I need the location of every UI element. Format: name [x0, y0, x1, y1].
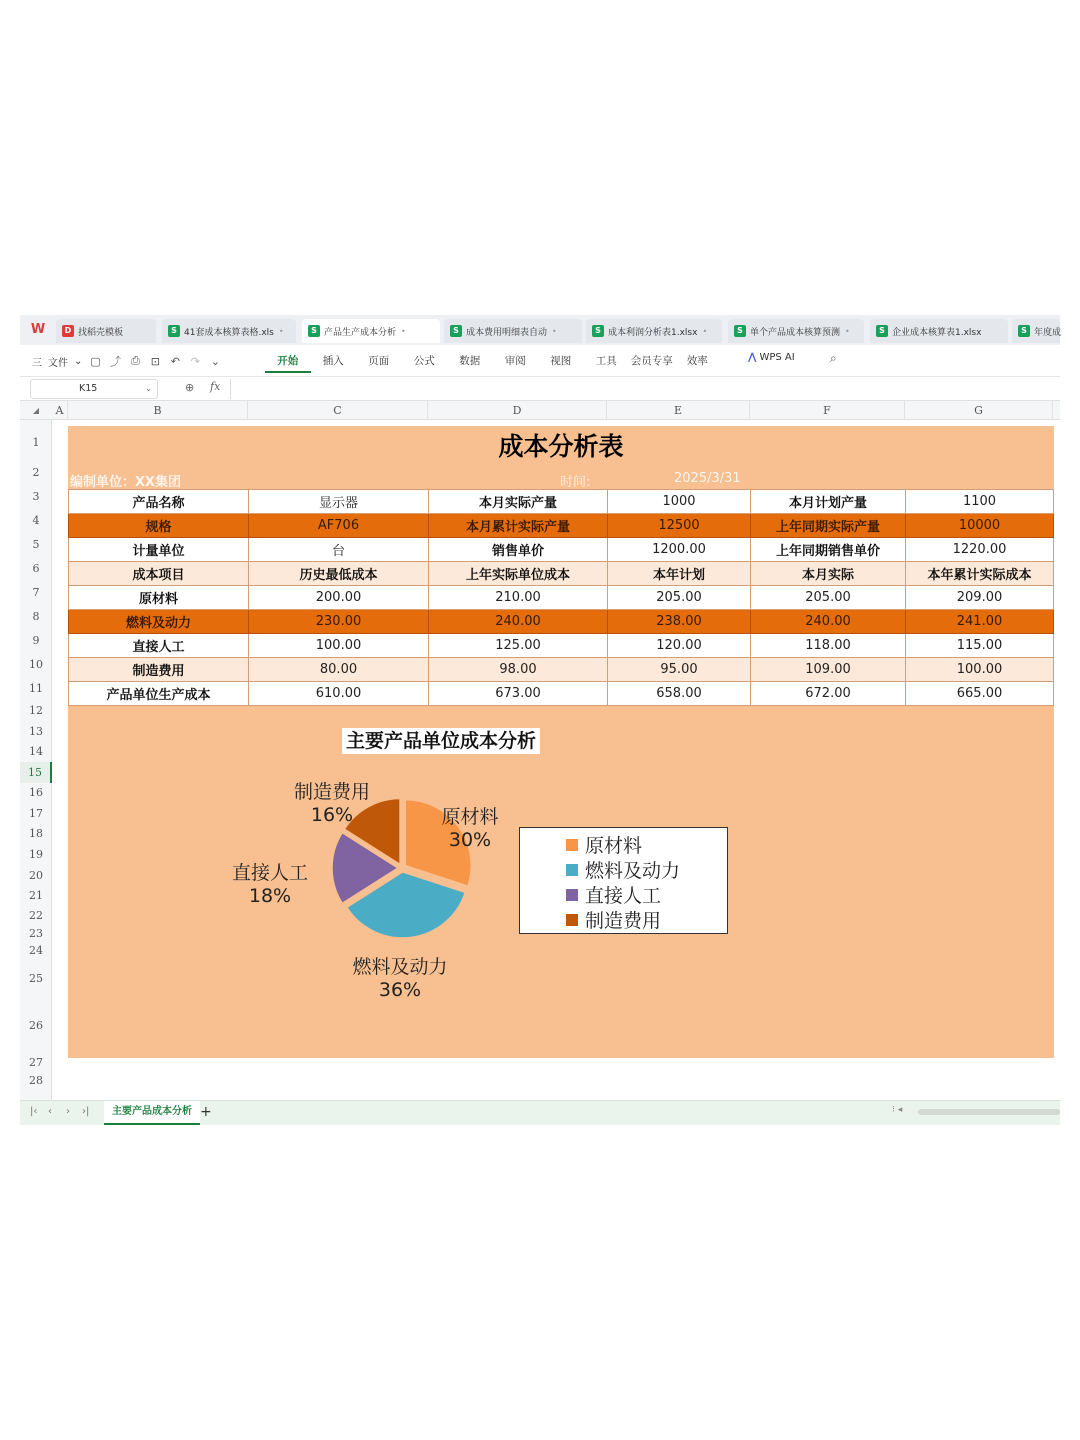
row-header-14[interactable]: 14 — [29, 745, 43, 758]
fx-icon[interactable]: fx — [210, 380, 221, 393]
sheet-file-icon: S — [734, 325, 746, 337]
doc-tab-label: 企业成本核算表1.xlsx — [892, 327, 982, 338]
row-header-2[interactable]: 2 — [32, 466, 40, 479]
table-cell[interactable]: 规格 — [69, 514, 249, 538]
cost-table — [68, 489, 1054, 706]
row-header-24[interactable]: 24 — [29, 944, 43, 957]
doc-tab-label: 年度成 — [1034, 327, 1062, 338]
last-sheet-icon[interactable]: ›| — [82, 1106, 90, 1117]
table-cell[interactable]: 上年同期实际产量 — [751, 514, 906, 538]
table-cell[interactable]: 历史最低成本 — [249, 562, 429, 586]
table-cell[interactable]: 本月计划产量 — [751, 490, 906, 514]
table-row — [69, 490, 1054, 514]
table-cell[interactable]: 658.00 — [608, 682, 751, 706]
table-cell[interactable]: 产品名称 — [69, 490, 249, 514]
legend-swatch — [566, 889, 578, 901]
ribbon-tab-data[interactable]: 数据 — [459, 355, 481, 367]
table-cell[interactable]: 台 — [249, 538, 429, 562]
formula-bar — [20, 377, 1060, 401]
export-icon[interactable]: ⤴ — [109, 355, 121, 368]
tab-close-icon[interactable]: • — [552, 326, 557, 336]
zoom-icon[interactable]: ⊕ — [185, 381, 195, 394]
table-cell[interactable]: 上年同期销售单价 — [751, 538, 906, 562]
sheet-file-icon: S — [168, 325, 180, 337]
doc-tab-label: 41套成本核算表格.xls — [184, 327, 274, 338]
row-header-27[interactable]: 27 — [29, 1056, 43, 1069]
pie-label-percent: 30% — [448, 829, 492, 851]
table-cell[interactable]: 本月实际产量 — [429, 490, 608, 514]
table-cell[interactable]: 118.00 — [751, 634, 906, 658]
sheet-tab-bar — [20, 1100, 1060, 1125]
pie-label-percent: 36% — [378, 979, 422, 1001]
legend-item[interactable] — [566, 832, 727, 857]
table-cell[interactable]: 100.00 — [906, 658, 1054, 682]
more-chevron-icon[interactable]: ⌄ — [210, 354, 220, 368]
ribbon-tab-member[interactable]: 会员专享 — [630, 355, 673, 367]
doc-tab-1[interactable] — [162, 319, 296, 343]
table-cell[interactable]: 120.00 — [608, 634, 751, 658]
table-cell[interactable]: 610.00 — [249, 682, 429, 706]
docer-icon: D — [62, 325, 74, 337]
table-cell[interactable]: 计量单位 — [69, 538, 249, 562]
table-cell[interactable]: 制造费用 — [69, 658, 249, 682]
row-header-19[interactable]: 19 — [29, 848, 43, 861]
horizontal-scrollbar[interactable] — [918, 1109, 1060, 1115]
table-row — [69, 538, 1054, 562]
doc-tab-5[interactable] — [728, 319, 864, 343]
tab-close-icon[interactable]: • — [278, 326, 284, 336]
table-cell[interactable]: AF706 — [249, 514, 429, 538]
table-cell[interactable]: 本月累计实际产量 — [429, 514, 608, 538]
legend-label: 燃料及动力 — [585, 860, 681, 882]
doc-tab-label: 单个产品成本核算预测 — [750, 327, 841, 338]
row-header-17[interactable]: 17 — [29, 807, 43, 820]
pie-data-label — [340, 956, 460, 1002]
col-header-f[interactable]: F — [750, 401, 905, 420]
col-header-c[interactable]: C — [248, 401, 428, 420]
doc-tab-4[interactable] — [586, 319, 722, 343]
add-sheet-button[interactable]: + — [200, 1104, 212, 1120]
table-cell[interactable]: 240.00 — [751, 610, 906, 634]
ribbon-tab-tools[interactable]: 工具 — [595, 355, 617, 367]
table-cell[interactable]: 本年累计实际成本 — [906, 562, 1054, 586]
table-cell[interactable]: 本月实际 — [751, 562, 906, 586]
table-cell[interactable]: 上年实际单位成本 — [429, 562, 608, 586]
row-header-3[interactable]: 3 — [32, 490, 40, 503]
doc-tab-6[interactable] — [870, 319, 1008, 343]
sheet-file-icon: S — [876, 325, 888, 337]
spreadsheet-window — [20, 315, 1060, 1125]
table-cell[interactable]: 673.00 — [429, 682, 608, 706]
table-cell[interactable]: 1220.00 — [906, 538, 1054, 562]
doc-tab-7[interactable] — [1012, 319, 1060, 343]
sheet-file-icon: S — [592, 325, 604, 337]
table-cell[interactable]: 80.00 — [249, 658, 429, 682]
menu-bar — [20, 345, 1060, 377]
table-row — [69, 634, 1054, 658]
time-label: 时间: — [560, 475, 591, 490]
pie-label-percent: 16% — [310, 804, 354, 826]
table-cell[interactable]: 100.00 — [249, 634, 429, 658]
table-row — [69, 586, 1054, 610]
search-icon[interactable]: ⌕ — [830, 351, 837, 365]
time-value: 2025/3/31 — [674, 471, 741, 486]
table-cell[interactable]: 本年计划 — [608, 562, 751, 586]
tab-close-icon[interactable]: • — [401, 326, 406, 336]
ribbon-tab-home[interactable]: 开始 — [265, 353, 311, 373]
sheet-grid[interactable] — [52, 420, 1060, 1100]
legend-swatch — [566, 914, 578, 926]
table-cell[interactable]: 10000 — [906, 514, 1054, 538]
unit-label: 编制单位：XX集团 — [70, 475, 182, 490]
table-cell[interactable]: 205.00 — [608, 586, 751, 610]
table-cell[interactable]: 原材料 — [69, 586, 249, 610]
next-sheet-icon[interactable]: › — [66, 1106, 70, 1117]
row-header-28[interactable]: 28 — [29, 1074, 43, 1087]
table-cell[interactable]: 1200.00 — [608, 538, 751, 562]
table-cell[interactable]: 125.00 — [429, 634, 608, 658]
table-cell[interactable]: 1100 — [906, 490, 1054, 514]
row-header-9[interactable]: 9 — [32, 634, 40, 647]
ribbon-tab-review[interactable]: 审阅 — [504, 355, 526, 367]
legend-swatch — [566, 864, 578, 876]
legend-swatch — [566, 839, 578, 851]
sheet-tab-active[interactable]: 主要产品成本分析 — [104, 1101, 200, 1125]
col-header-a[interactable]: A — [52, 401, 68, 420]
tab-close-icon[interactable]: • — [702, 326, 708, 336]
table-cell[interactable]: 产品单位生产成本 — [69, 682, 249, 706]
pie-label-category: 燃料及动力 — [352, 956, 448, 978]
ribbon-tab-efficiency[interactable]: 效率 — [686, 355, 708, 367]
legend-item[interactable] — [566, 907, 727, 932]
print-preview-icon[interactable]: ⊡ — [150, 354, 160, 368]
row-header-25[interactable]: 25 — [29, 972, 43, 985]
chart-title: 主要产品单位成本分析 — [342, 728, 540, 754]
row-header-5[interactable]: 5 — [32, 538, 40, 551]
table-cell[interactable]: 销售单价 — [429, 538, 608, 562]
doc-tab-label: 产品生产成本分析 — [324, 327, 397, 338]
doc-tab-3[interactable] — [444, 319, 582, 343]
ribbon-tab-page[interactable]: 页面 — [368, 355, 390, 367]
redo-icon[interactable]: ↷ — [190, 354, 200, 368]
row-header-21[interactable]: 21 — [29, 889, 43, 902]
undo-icon[interactable]: ↶ — [170, 354, 180, 368]
table-cell[interactable]: 109.00 — [751, 658, 906, 682]
row-header-6[interactable]: 6 — [32, 562, 40, 575]
ribbon-tab-formula[interactable]: 公式 — [413, 355, 435, 367]
chevron-down-icon[interactable]: ⌄ — [145, 384, 152, 393]
table-cell[interactable]: 12500 — [608, 514, 751, 538]
doc-tab-label: 成本费用明细表自动 — [466, 327, 548, 338]
document-tab-bar — [20, 315, 1060, 345]
row-header-22[interactable]: 22 — [29, 909, 43, 922]
doc-tab-2-active[interactable] — [302, 319, 440, 343]
first-sheet-icon[interactable]: |‹ — [30, 1106, 38, 1117]
table-cell[interactable]: 209.00 — [906, 586, 1054, 610]
ribbon-tab-view[interactable]: 视图 — [550, 355, 572, 367]
table-cell[interactable]: 200.00 — [249, 586, 429, 610]
table-cell[interactable]: 240.00 — [429, 610, 608, 634]
legend-label: 直接人工 — [585, 885, 662, 907]
file-menu-chevron-icon[interactable]: ⌄ — [74, 355, 83, 367]
file-menu[interactable]: 文件 — [48, 357, 68, 369]
doc-tab-0[interactable] — [56, 319, 156, 343]
sheet-file-icon: S — [308, 325, 320, 337]
table-cell[interactable]: 98.00 — [429, 658, 608, 682]
table-cell[interactable]: 成本项目 — [69, 562, 249, 586]
table-cell[interactable]: 241.00 — [906, 610, 1054, 634]
row-header-4[interactable]: 4 — [32, 514, 40, 527]
row-header-11[interactable]: 11 — [29, 682, 43, 695]
table-cell[interactable]: 115.00 — [906, 634, 1054, 658]
row-header-20[interactable]: 20 — [29, 869, 43, 882]
prev-sheet-icon[interactable]: ‹ — [48, 1106, 52, 1117]
pie-data-label — [220, 862, 320, 908]
save-icon[interactable]: ▢ — [90, 354, 101, 368]
column-headers — [20, 401, 1060, 420]
chart-legend[interactable] — [519, 827, 728, 934]
doc-tab-label: 找稻壳模板 — [78, 327, 124, 338]
legend-item[interactable] — [566, 882, 727, 907]
table-cell[interactable]: 238.00 — [608, 610, 751, 634]
sheet-file-icon: S — [1018, 325, 1030, 337]
table-cell[interactable]: 672.00 — [751, 682, 906, 706]
table-cell[interactable]: 210.00 — [429, 586, 608, 610]
sheet-file-icon: S — [450, 325, 462, 337]
wps-ai-label: WPS AI — [759, 352, 795, 363]
table-cell[interactable]: 1000 — [608, 490, 751, 514]
ribbon-tabs — [265, 353, 720, 373]
pie-label-category: 制造费用 — [293, 781, 370, 803]
menu-icon[interactable]: 三 — [32, 357, 42, 369]
table-cell[interactable]: 燃料及动力 — [69, 610, 249, 634]
name-box[interactable] — [30, 379, 158, 399]
print-icon[interactable]: ⎙ — [130, 354, 140, 367]
pie-label-category: 直接人工 — [231, 862, 308, 884]
col-header-g[interactable]: G — [905, 401, 1053, 420]
doc-tab-label: 成本利润分析表1.xlsx — [608, 327, 698, 338]
table-row — [69, 682, 1054, 706]
table-cell[interactable]: 直接人工 — [69, 634, 249, 658]
col-header-d[interactable]: D — [428, 401, 607, 420]
row-header-12[interactable]: 12 — [29, 704, 43, 717]
row-header-15[interactable]: 15 — [20, 762, 52, 783]
tab-close-icon[interactable]: • — [845, 326, 850, 336]
pie-label-percent: 18% — [248, 885, 292, 907]
row-header-23[interactable]: 23 — [29, 927, 43, 940]
row-headers — [20, 420, 52, 1100]
row-header-10[interactable]: 10 — [29, 658, 43, 671]
wps-ai-icon: ⋀ — [748, 352, 757, 363]
row-header-26[interactable]: 26 — [29, 1019, 43, 1032]
table-row — [69, 562, 1054, 586]
pie-data-label — [430, 806, 510, 852]
table-cell[interactable]: 230.00 — [249, 610, 429, 634]
scroll-dots-icon: ⁝ ◂ — [892, 1105, 903, 1115]
table-cell[interactable]: 显示器 — [249, 490, 429, 514]
table-cell[interactable]: 95.00 — [608, 658, 751, 682]
row-header-1[interactable]: 1 — [32, 436, 40, 449]
row-header-8[interactable]: 8 — [32, 610, 40, 623]
row-header-13[interactable]: 13 — [29, 725, 43, 738]
wps-ai-button[interactable] — [748, 352, 795, 363]
table-cell[interactable]: 205.00 — [751, 586, 906, 610]
table-cell[interactable]: 665.00 — [906, 682, 1054, 706]
legend-label: 制造费用 — [585, 910, 662, 932]
table-row — [69, 610, 1054, 634]
legend-label: 原材料 — [585, 835, 643, 857]
sheet-title: 成本分析表 — [498, 432, 624, 461]
wps-logo-icon[interactable]: W — [30, 322, 46, 337]
legend-item[interactable] — [566, 857, 727, 882]
row-header-16[interactable]: 16 — [29, 786, 43, 799]
ribbon-tab-insert[interactable]: 插入 — [322, 355, 344, 367]
row-header-7[interactable]: 7 — [32, 586, 40, 599]
name-box-value: K15 — [79, 383, 98, 394]
row-header-18[interactable]: 18 — [29, 827, 43, 840]
formula-input[interactable] — [230, 379, 1050, 399]
col-header-e[interactable]: E — [607, 401, 750, 420]
col-header-b[interactable]: B — [68, 401, 248, 420]
pie-label-category: 原材料 — [441, 806, 499, 828]
pie-data-label — [282, 781, 382, 827]
select-all-corner-icon[interactable]: ◢ — [32, 406, 40, 415]
table-row — [69, 514, 1054, 538]
table-row — [69, 658, 1054, 682]
